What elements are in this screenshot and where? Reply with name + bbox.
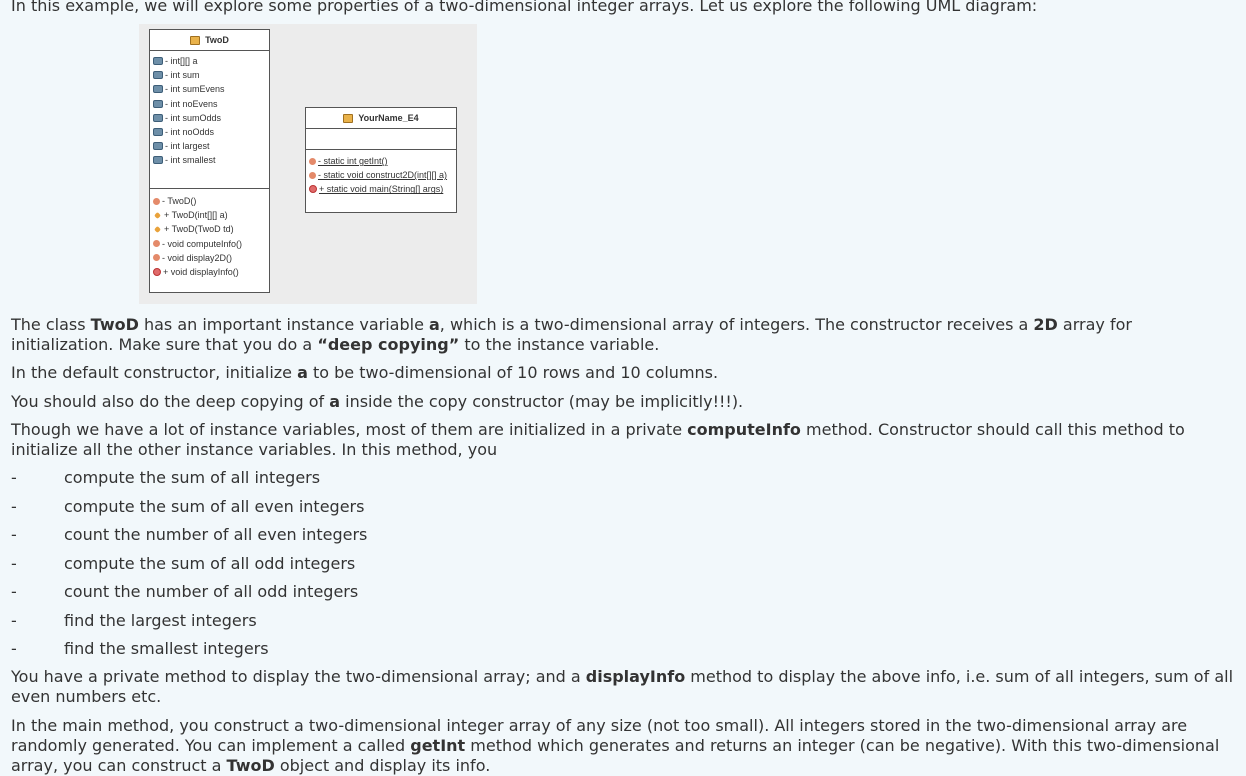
list-item: - compute the sum of all odd integers [11,554,356,573]
uml-fields [306,129,456,150]
field-icon [153,57,163,65]
uml-field: - int smallest [150,153,269,167]
public-constructor-icon [154,226,161,233]
uml-methods [150,189,269,279]
public-method-icon [153,268,161,276]
list-item: - find the smallest integers [11,639,269,658]
field-icon [153,100,163,108]
uml-diagram [139,24,477,304]
private-method-icon [309,172,316,179]
field-icon [153,156,163,164]
uml-class-title: TwoD [150,30,269,51]
list-item: - find the largest integers [11,611,257,630]
paragraph-displayinfo: You have a private method to display the two-dimensional array; and a displayInfo method to display the above info, i.e. sum of all integers, sum of all even numbers etc. [11,667,1234,706]
class-icon [190,36,200,45]
paragraph-main-method: In the main method, you construct a two-dimensional integer array of any size (not too small). All integers stored in the two-dimensional array are randomly generated. You can implement a called getInt method which generates and returns an integer (can be negative). With this two-dimensional array, you can construct a TwoD object and display its info. [11,716,1220,775]
field-icon [153,142,163,150]
field-icon [153,114,163,122]
uml-method: + static void main(String[] args) [306,182,456,196]
paragraph-computeinfo: Though we have a lot of instance variables, most of them are initialized in a private computeInfo method. Constructor should call this method to initialize all the other instance variables. In this method, you [11,420,1185,459]
intro-text: In this example, we will explore some properties of a two-dimensional integer arrays. Let us explore the following UML diagram: [11,0,1038,15]
uml-methods [306,150,456,197]
list-item: - count the number of all even integers [11,525,368,544]
uml-method: + TwoD(int[][] a) [150,208,269,222]
field-icon [153,85,163,93]
uml-field: - int[][] a [150,54,269,68]
list-item: - compute the sum of all even integers [11,497,365,516]
private-method-icon [309,158,316,165]
public-method-icon [309,185,317,193]
uml-field: - int sumOdds [150,111,269,125]
uml-fields [150,51,269,189]
uml-field: - int noOdds [150,125,269,139]
public-constructor-icon [154,212,161,219]
uml-field: - int sum [150,68,269,82]
uml-class-twod [149,29,270,293]
private-method-icon [153,198,160,205]
private-method-icon [153,240,160,247]
private-method-icon [153,254,160,261]
uml-method: - void computeInfo() [150,237,269,251]
paragraph-default-constructor: In the default constructor, initialize a to be two-dimensional of 10 rows and 10 columns. [11,363,719,382]
paragraph-copy-constructor: You should also do the deep copying of a inside the copy constructor (may be implicitly!!!). [11,392,744,411]
class-icon [343,114,353,123]
uml-field: - int sumEvens [150,82,269,96]
uml-field: - int largest [150,139,269,153]
uml-method: - void display2D() [150,251,269,265]
uml-class-title: YourName_E4 [306,108,456,129]
uml-method: + void displayInfo() [150,265,269,279]
paragraph-class-description: The class TwoD has an important instance variable a, which is a two-dimensional array of integers. The constructor receives a 2D array for initialization. Make sure that you do a “deep copying” to the instance variable. [11,315,1132,354]
uml-class-yourname [305,107,457,213]
list-item: - count the number of all odd integers [11,582,359,601]
uml-method: - static int getInt() [306,154,456,168]
uml-method: - static void construct2D(int[][] a) [306,168,456,182]
uml-field: - int noEvens [150,97,269,111]
field-icon [153,128,163,136]
field-icon [153,71,163,79]
uml-method: - TwoD() [150,194,269,208]
uml-method: + TwoD(TwoD td) [150,222,269,236]
list-item: - compute the sum of all integers [11,468,321,487]
